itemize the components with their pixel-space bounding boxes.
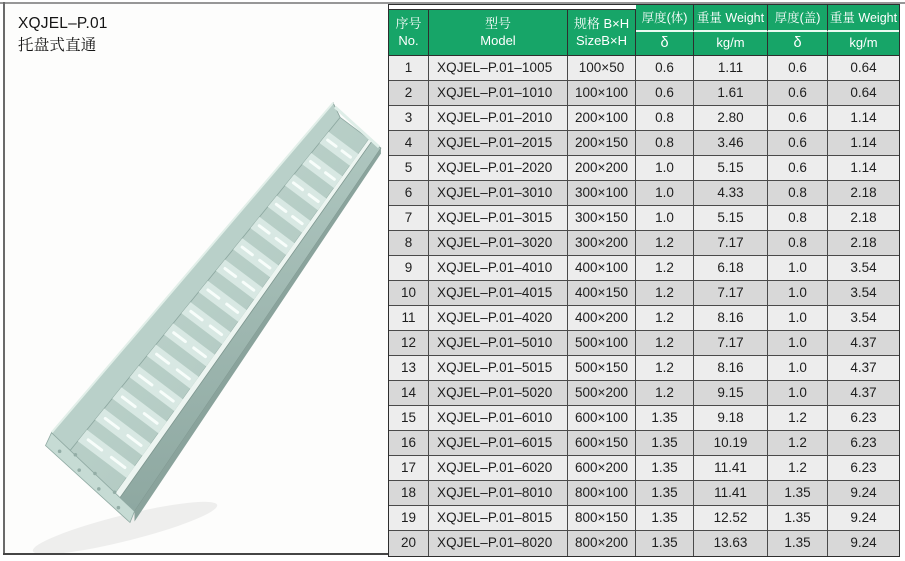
cell-size: 300×100 (568, 181, 636, 206)
header-no-en: No. (398, 32, 419, 48)
cell-size: 800×200 (568, 531, 636, 556)
cell-model: XQJEL–P.01–5015 (429, 356, 568, 381)
cell-w_cover: 6.23 (828, 406, 899, 431)
cell-size: 300×150 (568, 206, 636, 231)
cell-w_body: 1.11 (694, 56, 768, 81)
cell-model: XQJEL–P.01–2015 (429, 131, 568, 156)
header-model (429, 9, 568, 56)
header-no-zh: 序号 (395, 15, 422, 31)
cell-w_body: 11.41 (694, 456, 768, 481)
cell-t_body: 1.35 (636, 431, 694, 456)
cell-t_cover: 0.6 (768, 81, 828, 106)
cell-t_body: 0.6 (636, 56, 694, 81)
cell-t_cover: 1.0 (768, 306, 828, 331)
cell-t_cover: 0.6 (768, 106, 828, 131)
cell-no: 17 (389, 456, 429, 481)
cell-size: 500×100 (568, 331, 636, 356)
cell-model: XQJEL–P.01–8020 (429, 531, 568, 556)
cell-w_cover: 9.24 (828, 531, 899, 556)
cell-size: 300×200 (568, 231, 636, 256)
cell-t_cover: 0.6 (768, 131, 828, 156)
header-cover-thickness-unit: δ (768, 32, 828, 56)
cell-t_body: 1.35 (636, 506, 694, 531)
cell-model: XQJEL–P.01–3015 (429, 206, 568, 231)
cell-size: 400×200 (568, 306, 636, 331)
cell-w_body: 1.61 (694, 81, 768, 106)
cell-w_cover: 1.14 (828, 131, 899, 156)
cell-no: 13 (389, 356, 429, 381)
cell-w_body: 7.17 (694, 331, 768, 356)
cell-size: 800×100 (568, 481, 636, 506)
header-body-weight: 重量 Weight (694, 5, 768, 32)
cell-no: 6 (389, 181, 429, 206)
cell-w_body: 3.46 (694, 131, 768, 156)
product-title (18, 13, 108, 58)
cell-t_cover: 1.0 (768, 381, 828, 406)
cell-model: XQJEL–P.01–5010 (429, 331, 568, 356)
cell-no: 15 (389, 406, 429, 431)
cell-no: 12 (389, 331, 429, 356)
header-size (568, 9, 636, 56)
cell-no: 5 (389, 156, 429, 181)
header-body-thickness-unit: δ (636, 32, 694, 56)
cell-no: 8 (389, 231, 429, 256)
product-model-title: XQJEL–P.01 (18, 15, 108, 32)
cell-w_cover: 4.37 (828, 356, 899, 381)
cell-t_body: 0.8 (636, 131, 694, 156)
product-panel (5, 4, 388, 553)
cell-w_cover: 4.37 (828, 381, 899, 406)
cell-t_body: 1.0 (636, 206, 694, 231)
header-size-en: SizeB×H (576, 32, 627, 48)
cell-t_body: 1.2 (636, 306, 694, 331)
cell-t_body: 0.8 (636, 106, 694, 131)
cell-t_cover: 0.8 (768, 206, 828, 231)
header-size-zh: 规格 B×H (573, 15, 630, 31)
cell-no: 9 (389, 256, 429, 281)
cell-t_body: 1.0 (636, 156, 694, 181)
cell-w_cover: 2.18 (828, 231, 899, 256)
cell-size: 600×150 (568, 431, 636, 456)
cell-t_cover: 0.8 (768, 231, 828, 256)
cell-w_cover: 3.54 (828, 306, 899, 331)
cell-w_body: 8.16 (694, 306, 768, 331)
cell-t_body: 1.2 (636, 356, 694, 381)
cell-size: 600×100 (568, 406, 636, 431)
header-model-zh: 型号 (484, 15, 511, 31)
cell-model: XQJEL–P.01–1010 (429, 81, 568, 106)
cell-no: 11 (389, 306, 429, 331)
cell-w_body: 4.33 (694, 181, 768, 206)
cell-no: 3 (389, 106, 429, 131)
cell-t_body: 1.2 (636, 331, 694, 356)
cell-w_body: 5.15 (694, 156, 768, 181)
cell-w_cover: 6.23 (828, 431, 899, 456)
cell-size: 400×150 (568, 281, 636, 306)
cell-w_body: 7.17 (694, 281, 768, 306)
cell-t_body: 0.6 (636, 81, 694, 106)
cell-model: XQJEL–P.01–8015 (429, 506, 568, 531)
cell-model: XQJEL–P.01–5020 (429, 381, 568, 406)
page-frame-bottom (3, 553, 391, 555)
cell-no: 18 (389, 481, 429, 506)
header-no (389, 9, 429, 56)
cell-t_cover: 1.2 (768, 456, 828, 481)
cell-t_cover: 1.0 (768, 281, 828, 306)
cell-t_body: 1.35 (636, 406, 694, 431)
cell-t_cover: 1.2 (768, 431, 828, 456)
cell-t_cover: 1.35 (768, 531, 828, 556)
product-name-title: 托盘式直通 (18, 37, 97, 55)
cable-tray-photo (5, 60, 388, 553)
header-cover-weight: 重量 Weight (828, 5, 899, 32)
cell-w_body: 10.19 (694, 431, 768, 456)
cell-t_body: 1.2 (636, 281, 694, 306)
cell-t_cover: 0.6 (768, 56, 828, 81)
cell-size: 500×150 (568, 356, 636, 381)
cell-t_cover: 1.35 (768, 481, 828, 506)
cell-w_body: 9.15 (694, 381, 768, 406)
cell-no: 14 (389, 381, 429, 406)
cell-model: XQJEL–P.01–4020 (429, 306, 568, 331)
spec-table (388, 4, 900, 557)
cell-w_body: 8.16 (694, 356, 768, 381)
header-model-en: Model (480, 32, 516, 48)
cell-model: XQJEL–P.01–4010 (429, 256, 568, 281)
cell-w_body: 5.15 (694, 206, 768, 231)
cell-no: 4 (389, 131, 429, 156)
cell-model: XQJEL–P.01–6015 (429, 431, 568, 456)
cell-w_cover: 9.24 (828, 506, 899, 531)
cell-w_cover: 3.54 (828, 256, 899, 281)
cell-size: 200×100 (568, 106, 636, 131)
cell-w_body: 9.18 (694, 406, 768, 431)
cell-w_cover: 0.64 (828, 56, 899, 81)
cell-w_body: 6.18 (694, 256, 768, 281)
cell-model: XQJEL–P.01–2020 (429, 156, 568, 181)
cell-w_cover: 2.18 (828, 181, 899, 206)
cell-size: 200×150 (568, 131, 636, 156)
cell-model: XQJEL–P.01–8010 (429, 481, 568, 506)
cell-w_cover: 1.14 (828, 156, 899, 181)
cell-no: 1 (389, 56, 429, 81)
cell-model: XQJEL–P.01–3020 (429, 231, 568, 256)
cell-w_body: 11.41 (694, 481, 768, 506)
cell-no: 10 (389, 281, 429, 306)
cell-no: 16 (389, 431, 429, 456)
cell-t_cover: 1.0 (768, 256, 828, 281)
cell-size: 400×100 (568, 256, 636, 281)
cell-w_cover: 3.54 (828, 281, 899, 306)
cell-no: 20 (389, 531, 429, 556)
header-cover-weight-unit: kg/m (828, 32, 899, 56)
cell-w_cover: 6.23 (828, 456, 899, 481)
cell-no: 2 (389, 81, 429, 106)
cell-t_cover: 1.2 (768, 406, 828, 431)
cell-w_cover: 4.37 (828, 331, 899, 356)
cell-w_cover: 9.24 (828, 481, 899, 506)
cell-size: 100×100 (568, 81, 636, 106)
cell-model: XQJEL–P.01–3010 (429, 181, 568, 206)
cell-t_body: 1.0 (636, 181, 694, 206)
header-cover-thickness: 厚度(盖) (768, 5, 828, 32)
header-body-thickness: 厚度(体) (636, 5, 694, 32)
cell-w_cover: 1.14 (828, 106, 899, 131)
cell-no: 19 (389, 506, 429, 531)
cell-t_body: 1.35 (636, 481, 694, 506)
cell-model: XQJEL–P.01–6020 (429, 456, 568, 481)
cell-size: 100×50 (568, 56, 636, 81)
cell-w_body: 12.52 (694, 506, 768, 531)
cell-t_body: 1.2 (636, 381, 694, 406)
cell-model: XQJEL–P.01–1005 (429, 56, 568, 81)
cell-t_cover: 1.0 (768, 331, 828, 356)
cell-w_body: 2.80 (694, 106, 768, 131)
cell-model: XQJEL–P.01–6010 (429, 406, 568, 431)
cell-t_body: 1.2 (636, 256, 694, 281)
cell-t_body: 1.35 (636, 531, 694, 556)
cell-t_body: 1.2 (636, 231, 694, 256)
cell-size: 500×200 (568, 381, 636, 406)
header-body-weight-unit: kg/m (694, 32, 768, 56)
cell-w_body: 7.17 (694, 231, 768, 256)
cell-size: 600×200 (568, 456, 636, 481)
cell-model: XQJEL–P.01–4015 (429, 281, 568, 306)
cell-w_cover: 2.18 (828, 206, 899, 231)
cell-t_cover: 1.0 (768, 356, 828, 381)
cell-t_cover: 0.6 (768, 156, 828, 181)
cell-w_body: 13.63 (694, 531, 768, 556)
cell-t_cover: 0.8 (768, 181, 828, 206)
cell-t_cover: 1.35 (768, 506, 828, 531)
cell-t_body: 1.35 (636, 456, 694, 481)
cell-size: 200×200 (568, 156, 636, 181)
cell-size: 800×150 (568, 506, 636, 531)
cell-model: XQJEL–P.01–2010 (429, 106, 568, 131)
cell-no: 7 (389, 206, 429, 231)
cell-w_cover: 0.64 (828, 81, 899, 106)
